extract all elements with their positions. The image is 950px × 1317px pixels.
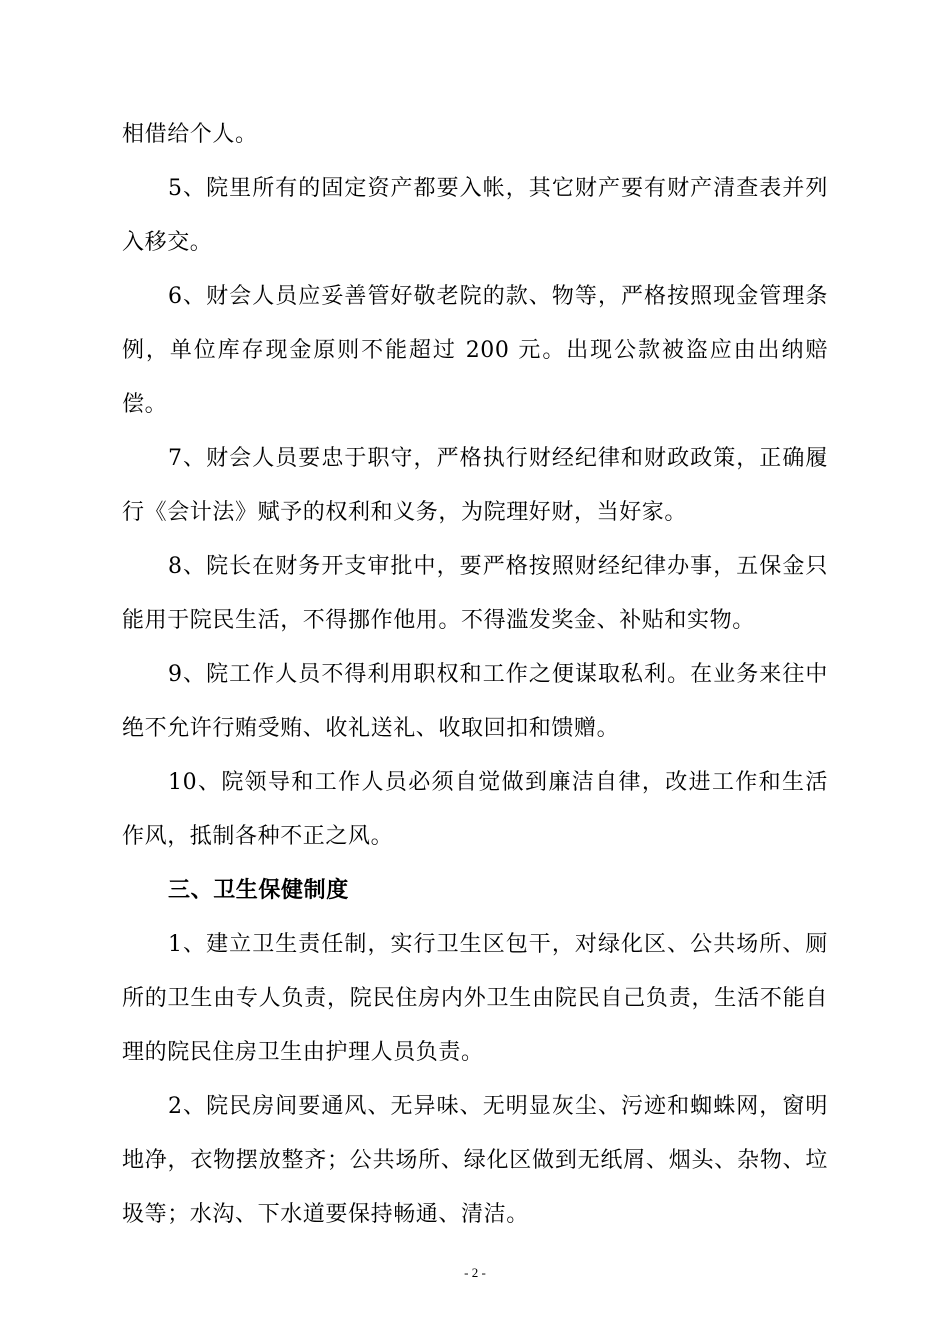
paragraph-item-5: 5、院里所有的固定资产都要入帐，其它财产要有财产清查表并列入移交。 (122, 176, 828, 255)
paragraph-item-10: 10、院领导和工作人员必须自觉做到廉洁自律，改进工作和生活作风，抵制各种不正之风。 (122, 770, 828, 849)
document-body (122, 108, 828, 1242)
paragraph-continuation: 相借给个人。 (122, 122, 258, 147)
paragraph-item-8: 8、院长在财务开支审批中，要严格按照财经纪律办事，五保金只能用于院民生活，不得挪作他用。不得滥发奖金、补贴和实物。 (122, 554, 828, 633)
page-number: - 2 - (464, 1265, 486, 1280)
paragraph-item-7: 7、财会人员要忠于职守，严格执行财经纪律和财政政策，正确履行《会计法》赋予的权利和义务，为院理好财，当好家。 (122, 446, 828, 525)
paragraph-item-6: 6、财会人员应妥善管好敬老院的款、物等，严格按照现金管理条例，单位库存现金原则不能超过 200 元。出现公款被盗应由出纳赔偿。 (122, 284, 828, 417)
paragraph-hygiene-item-1: 1、建立卫生责任制，实行卫生区包干，对绿化区、公共场所、厕所的卫生由专人负责，院民住房内外卫生由院民自己负责，生活不能自理的院民住房卫生由护理人员负责。 (122, 932, 828, 1065)
paragraph-item-9: 9、院工作人员不得利用职权和工作之便谋取私利。在业务来往中绝不允许行贿受贿、收礼送礼、收取回扣和馈赠。 (122, 662, 828, 741)
paragraph-hygiene-item-2: 2、院民房间要通风、无异味、无明显灰尘、污迹和蜘蛛网，窗明地净，衣物摆放整齐；公共场所、绿化区做到无纸屑、烟头、杂物、垃圾等；水沟、下水道要保持畅通、清洁。 (122, 1094, 828, 1227)
section-heading: 三、卫生保健制度 (168, 878, 349, 903)
